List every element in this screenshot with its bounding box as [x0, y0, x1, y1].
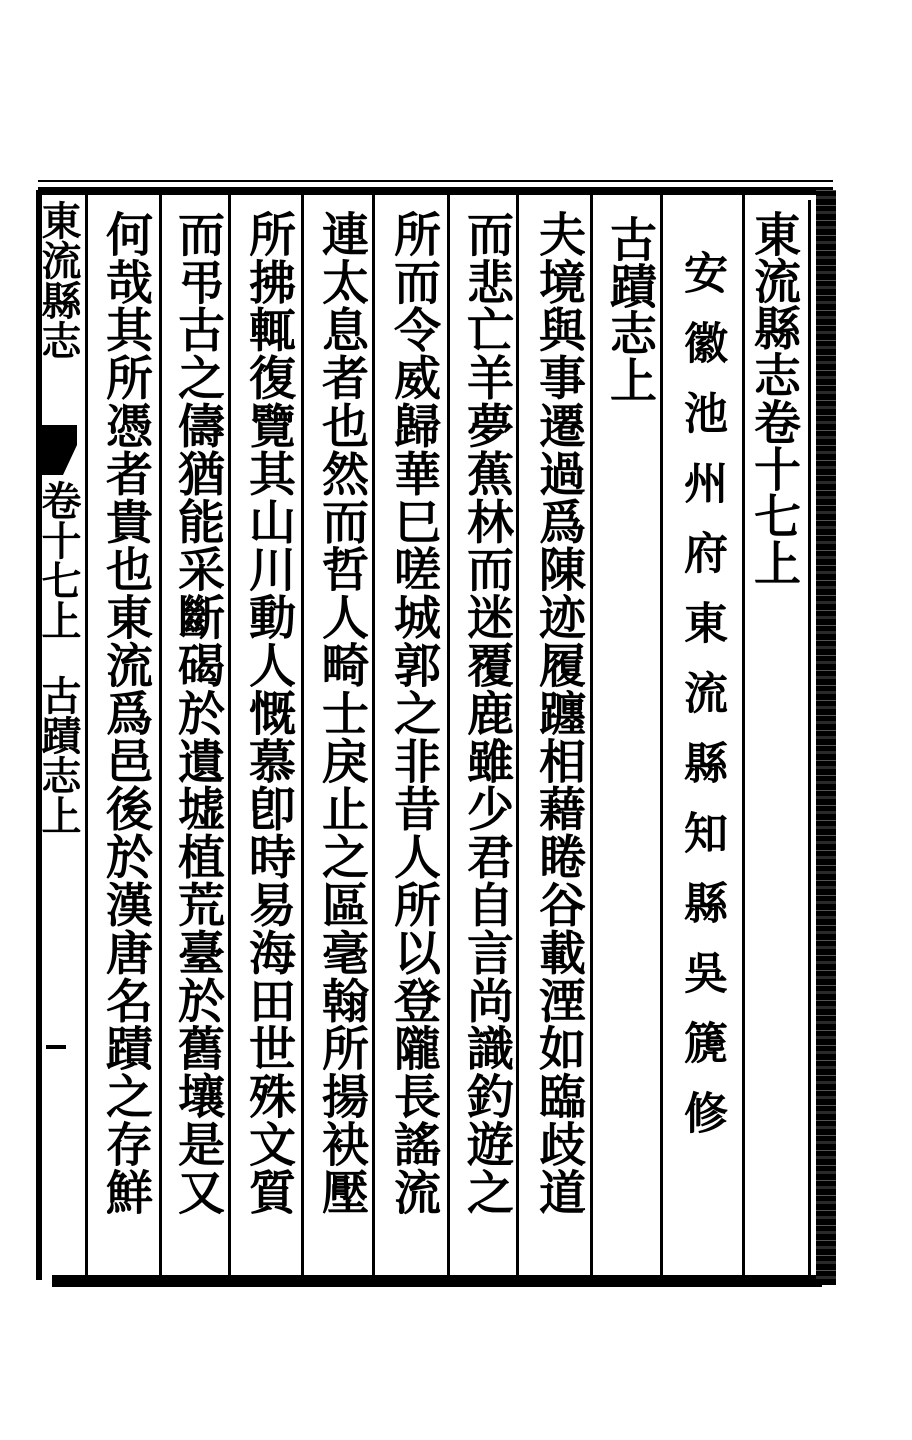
- column-rule: [516, 190, 519, 1275]
- frame-bottom-border: [52, 1275, 822, 1287]
- frame-right-border: [816, 190, 836, 1285]
- section-heading: 古蹟志上: [602, 215, 657, 403]
- column-rule: [159, 190, 162, 1275]
- fish-tail-mark: [42, 425, 77, 475]
- gutter-page-number: [38, 1030, 78, 1070]
- body-column-3: 所而令威歸華巳嗟城郭之非昔人所以登隴長謠流: [386, 210, 441, 1216]
- body-column-2: 而悲亡羊夢蕉林而迷覆鹿雖少君自言尚識釣遊之: [459, 210, 514, 1216]
- column-rule: [228, 190, 231, 1275]
- column-rule: [742, 190, 745, 1275]
- frame-top-thin-border: [38, 180, 833, 182]
- column-rule: [590, 190, 593, 1275]
- frame-right-inner-rule: [808, 200, 811, 1275]
- page-number-mark: [46, 1045, 66, 1049]
- body-column-5: 所拂輒復覽其山川動人慨慕卽時易海田世殊文質: [241, 210, 296, 1216]
- gutter-volume: 卷十七上: [35, 480, 82, 640]
- gutter-section: 古蹟志上: [35, 675, 82, 835]
- body-column-7: 何哉其所憑者貴也東流爲邑後於漢唐名蹟之存鮮: [98, 210, 153, 1216]
- column-rule: [660, 190, 663, 1275]
- column-rule: [85, 190, 88, 1275]
- column-rule: [372, 190, 375, 1275]
- author-line: 安徽池州府東流縣知縣吳篪修: [676, 250, 727, 1160]
- body-column-4: 連太息者也然而哲人畸士戾止之區毫翰所揚袂壓: [314, 210, 369, 1216]
- volume-title: 東流縣志卷十七上: [746, 210, 801, 586]
- column-rule: [301, 190, 304, 1275]
- body-column-6: 而弔古之儔猶能采斷碣於遺墟植荒臺於舊壤是又: [170, 210, 225, 1216]
- column-rule: [447, 190, 450, 1275]
- frame-top-border: [38, 187, 833, 195]
- body-column-1: 夫境與事遷過爲陳迹履躔相藉睠谷載湮如臨歧道: [531, 210, 586, 1216]
- gutter-book-title: 東流縣志: [35, 200, 82, 360]
